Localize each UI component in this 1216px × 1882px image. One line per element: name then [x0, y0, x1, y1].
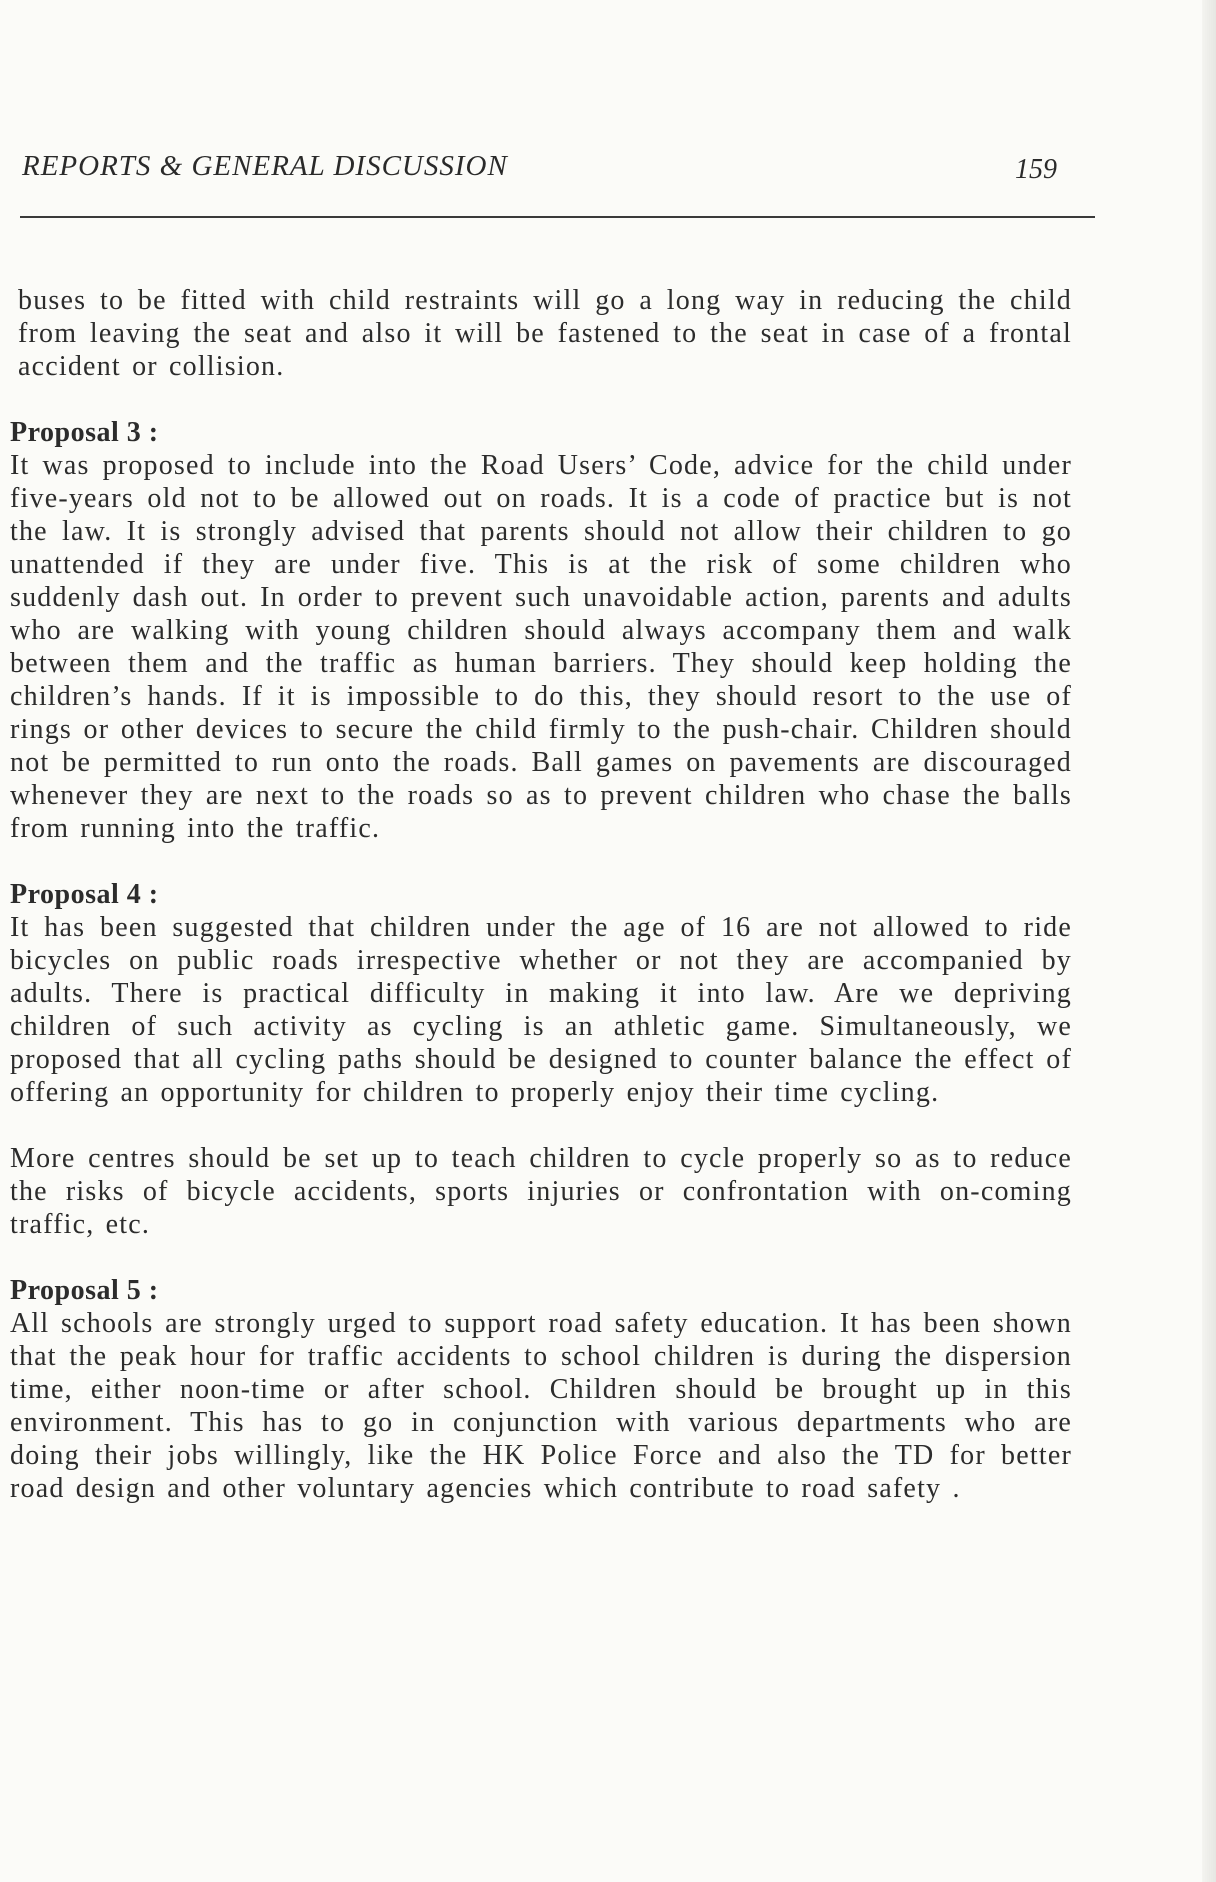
page-edge	[1202, 0, 1216, 1882]
intro-paragraph: buses to be fitted with child restraints will go a long way in reducing the child from leaving the seat and also it will be fastened to the seat in case of a frontal accident or collision.	[18, 285, 1072, 382]
body-text	[10, 284, 1072, 1538]
proposal-3-paragraph: It was proposed to include into the Road Users’ Code, advice for the child under five-years old not to be allowed out on roads. It is a code of practice but is not the law. It is strongly advised that parents should not allow their children to go unattended if they are under five. This is at the risk of some children who suddenly dash out. In order to prevent such unavoidable action, parents and adults who are walking with young children should always accompany them and walk between them and the traffic as human barriers. They should keep holding the children’s hands. If it is impossible to do this, they should resort to the use of rings or other devices to secure the child firmly to the push-chair. Children should not be permitted to run onto the roads. Ball games on pavements are discouraged whenever they are next to the roads so as to prevent children who chase the balls from running into the traffic.	[10, 450, 1072, 844]
proposal-3-section	[10, 416, 1072, 845]
running-head: REPORTS & GENERAL DISCUSSION	[22, 150, 508, 182]
proposal-4-heading: Proposal 4 :	[10, 879, 159, 910]
proposal-5-paragraph: All schools are strongly urged to support road safety education. It has been shown that the peak hour for traffic accidents to school children is during the dispersion time, either noon-time or after school. Children should be brought up in this environment. This has to go in conjunction with various departments who are doing their jobs willingly, like the HK Police Force and also the TD for better road design and other voluntary agencies which contribute to road safety .	[10, 1308, 1072, 1504]
proposal-3-heading: Proposal 3 :	[10, 417, 159, 448]
proposal-4-paragraph: It has been suggested that children under the age of 16 are not allowed to ride bicycles on public roads irrespective whether or not they are accompanied by adults. There is practical difficulty in making it into law. Are we depriving children of such activity as cycling is an athletic game. Simultaneously, we proposed that all cycling paths should be designed to counter balance the effect of offering an opportunity for children to properly enjoy their time cycling.	[10, 912, 1072, 1108]
cycling-centres-section	[10, 1142, 1072, 1241]
proposal-4-section	[10, 878, 1072, 1109]
header-rule	[20, 216, 1095, 218]
proposal-5-section	[10, 1274, 1072, 1505]
page-number: 159	[1015, 154, 1057, 185]
cycling-centres-paragraph: More centres should be set up to teach children to cycle properly so as to reduce the risks of bicycle accidents, sports injuries or confrontation with on-coming traffic, etc.	[10, 1143, 1072, 1240]
proposal-5-heading: Proposal 5 :	[10, 1275, 159, 1306]
